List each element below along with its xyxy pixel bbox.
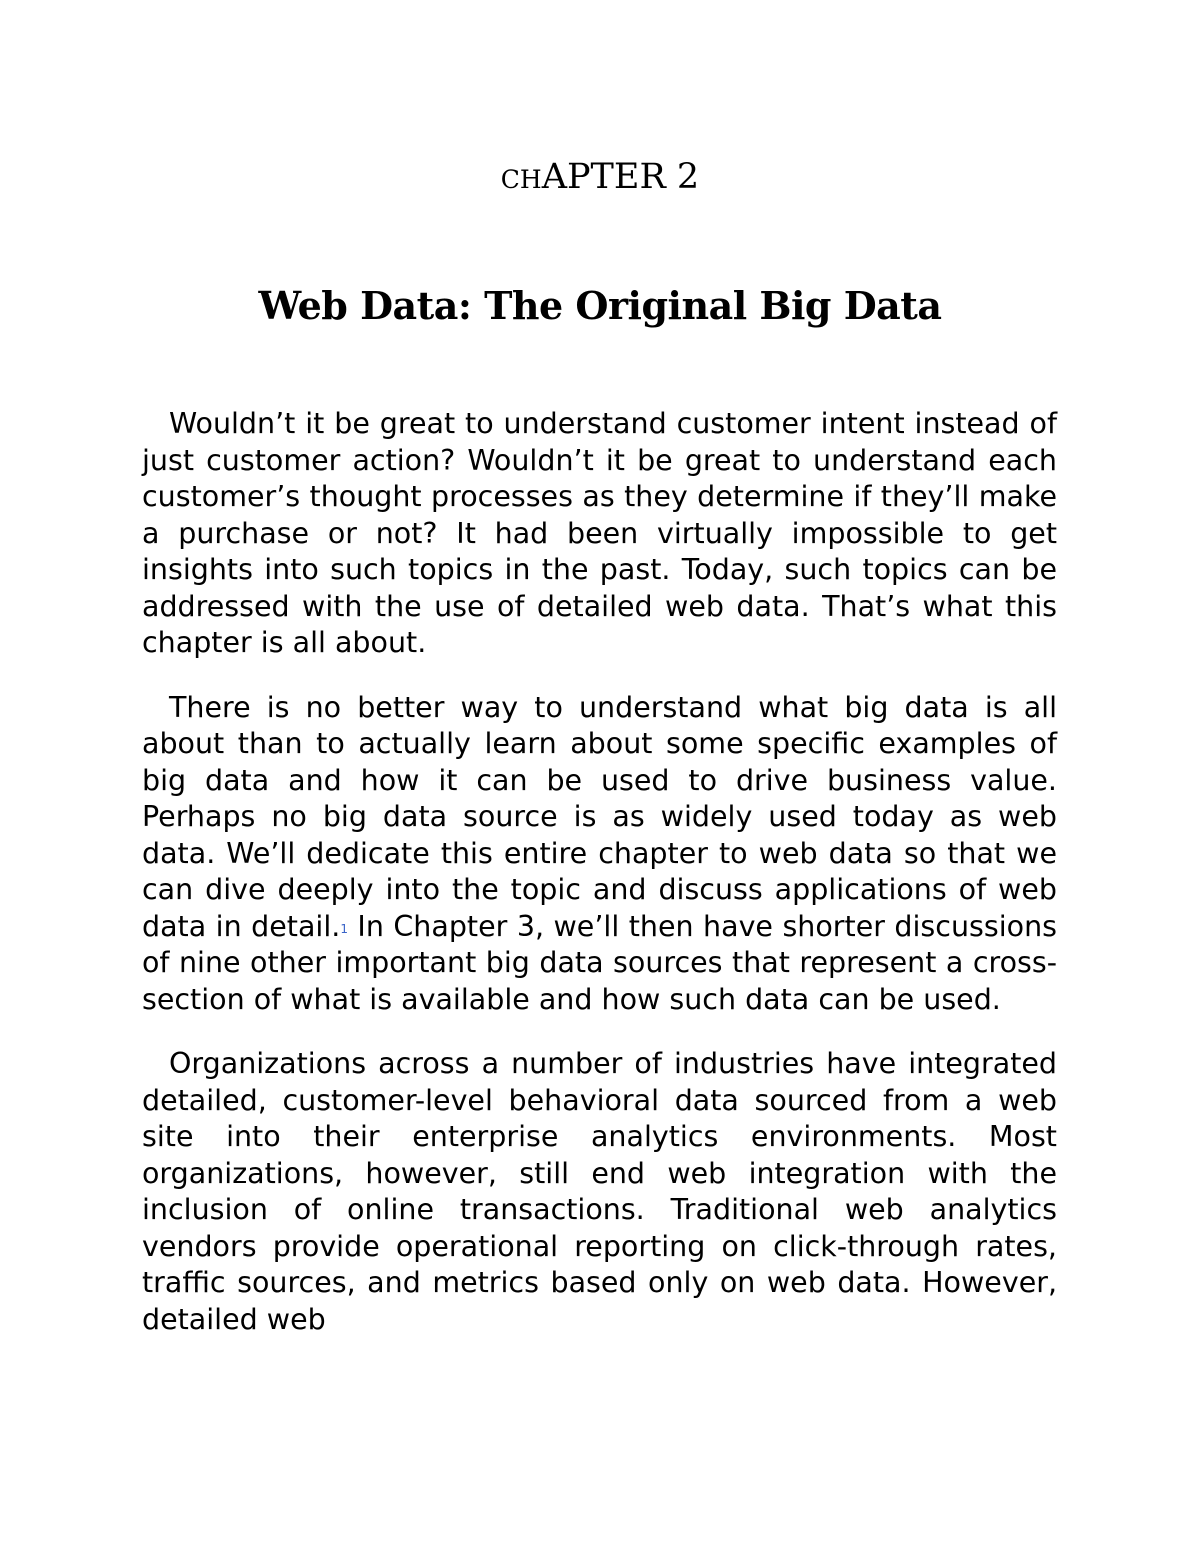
chapter-title: Web Data: The Original Big Data xyxy=(258,283,942,328)
paragraph-2 xyxy=(142,690,1057,1019)
paragraph-3: Organizations across a number of industries have integrated detailed, customer-level behavioral data sourced from a web site into their enterprise analytics environments. Most organizations, however, still end web integration with the inclusion of online transactions. Traditional web analytics vendors provide operational reporting on click-through rates, traffic sources, and metrics based only on web data. However, detailed web xyxy=(142,1047,1057,1336)
paragraph-2-text-after-note: In Chapter 3, we’ll then have shorter discussions of nine other important big data sources that represent a cross-section of what is available and how such data can be used. xyxy=(142,909,1057,1016)
chapter-body xyxy=(142,406,1057,1366)
footnote-link[interactable]: 1 xyxy=(340,921,348,936)
paragraph-1: Wouldn’t it be great to understand customer intent instead of just customer action? Wouldn’t it be great to understand each customer’s thought processes as they determine if they’ll make a purchase or not? It had been virtually impossible to get insights into such topics in the past. Today, such topics can be addressed with the use of detailed web data. That’s what this chapter is all about. xyxy=(142,407,1057,659)
chapter-number xyxy=(0,152,1200,205)
chapter-label-rest: APTER 2 xyxy=(541,157,700,197)
paragraph-2-text-before-note: There is no better way to understand what big data is all about than to actually learn about some specific examples of big data and how it can be used to drive business value. Perhaps no big data source is as widely used today as web data. We’ll dedicate this entire chapter to web data so that we can dive deeply into the topic and discuss applications of web data in detail. xyxy=(142,690,1057,943)
chapter-label-prefix: CH xyxy=(500,165,542,194)
